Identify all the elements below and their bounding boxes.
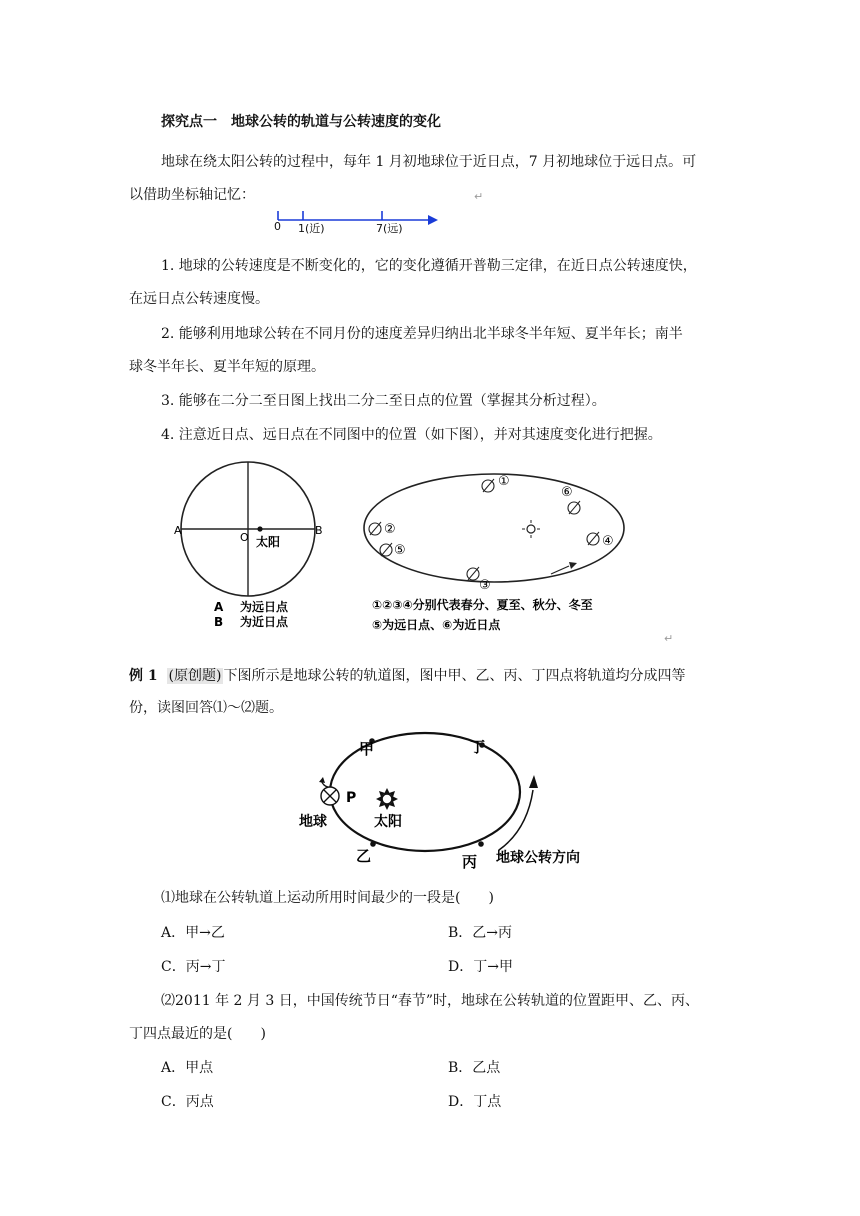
q2-option-b: B．乙点 bbox=[448, 1060, 501, 1076]
month-axis bbox=[270, 204, 442, 240]
earth-globe-3 bbox=[467, 567, 479, 580]
ellipse-caption-1: ①②③④分别代表春分、夏至、秋分、冬至 bbox=[372, 598, 593, 612]
sun-icon bbox=[376, 788, 398, 810]
q1-option-d: D．丁→甲 bbox=[448, 959, 513, 975]
sun-icon bbox=[522, 520, 540, 538]
point-2-line-1: 2. 能够利用地球公转在不同月份的速度差异归纳出北半球冬半年短、夏半年长；南半 bbox=[161, 326, 683, 342]
earth-globe-6 bbox=[568, 501, 580, 514]
marker-1: ① bbox=[498, 474, 510, 489]
point-2-line-2: 球冬半年长、夏半年短的原理。 bbox=[129, 359, 325, 375]
label-earth: 地球 bbox=[299, 814, 327, 830]
earth-globe-5 bbox=[380, 543, 392, 556]
example-1-line-1 bbox=[129, 666, 685, 686]
return-mark: ↵ bbox=[474, 190, 484, 203]
example-stem-1: 下图所示是地球公转的轨道图，图中甲、乙、丙、丁四点将轨道均分成四等 bbox=[223, 668, 686, 684]
earth-globe-4 bbox=[587, 532, 599, 545]
legend-a-key: A bbox=[214, 600, 224, 614]
example-label: 例 1 bbox=[129, 668, 158, 684]
q2-option-c: C．丙点 bbox=[161, 1094, 214, 1110]
point-4: 4. 注意近日点、远日点在不同图中的位置（如下图），并对其速度变化进行把握。 bbox=[161, 427, 662, 443]
q1-option-b: B．乙→丙 bbox=[448, 925, 513, 941]
legend-b-key: B bbox=[214, 615, 224, 629]
circle-orbit-diagram bbox=[170, 458, 340, 638]
question-2-stem-1: ⑵2011 年 2 月 3 日，中国传统节日“春节”时，地球在公转轨道的位置距甲、乙、丙、 bbox=[161, 993, 700, 1009]
q2-option-a: A．甲点 bbox=[161, 1060, 214, 1076]
ellipse-caption-2: ⑤为远日点、⑥为近日点 bbox=[372, 618, 501, 632]
label-p: P bbox=[346, 790, 357, 806]
sun-label: 太阳 bbox=[256, 535, 281, 549]
label-jia: 甲 bbox=[359, 740, 375, 758]
earth-globe-2 bbox=[369, 522, 381, 535]
return-mark: ↵ bbox=[664, 632, 674, 645]
marker-3: ③ bbox=[479, 578, 491, 593]
q1-option-c: C．丙→丁 bbox=[161, 959, 226, 975]
question-2-stem-2: 丁四点最近的是( ) bbox=[129, 1026, 266, 1042]
axis-label-jul: 7(远) bbox=[376, 222, 403, 235]
point-b-label: B bbox=[315, 524, 323, 537]
marker-6: ⑥ bbox=[561, 485, 573, 500]
point-a-label: A bbox=[174, 524, 182, 537]
marker-2: ② bbox=[384, 522, 396, 537]
point-3: 3. 能够在二分二至日图上找出二分二至日点的位置（掌握其分析过程）。 bbox=[161, 393, 606, 409]
example-orbit-diagram bbox=[295, 730, 605, 870]
example-source: (原创题) bbox=[168, 668, 222, 684]
label-ding: 丁 bbox=[470, 738, 486, 756]
earth-icon bbox=[319, 777, 339, 805]
legend-b-text: 为近日点 bbox=[240, 615, 289, 629]
point-1-line-2: 在远日点公转速度慢。 bbox=[129, 291, 269, 307]
q2-option-d: D．丁点 bbox=[448, 1094, 502, 1110]
earth-globe-1 bbox=[482, 479, 494, 492]
q1-option-a: A．甲→乙 bbox=[161, 925, 225, 941]
axis-label-jan: 1(近) bbox=[298, 222, 325, 235]
label-yi: 乙 bbox=[356, 847, 372, 865]
intro-line-2: 以借助坐标轴记忆： bbox=[129, 187, 255, 203]
label-sun: 太阳 bbox=[374, 814, 402, 830]
axis-label-origin: 0 bbox=[274, 220, 281, 233]
label-direction: 地球公转方向 bbox=[496, 850, 580, 866]
marker-4: ④ bbox=[602, 534, 614, 549]
example-stem-2: 份，读图回答⑴～⑵题。 bbox=[129, 700, 283, 716]
ellipse-orbit-diagram bbox=[355, 462, 665, 642]
center-label: O bbox=[240, 531, 249, 544]
marker-5: ⑤ bbox=[394, 543, 406, 558]
section-title: 探究点一 地球公转的轨道与公转速度的变化 bbox=[161, 114, 441, 130]
intro-line-1: 地球在绕太阳公转的过程中，每年 1 月初地球位于近日点，7 月初地球位于远日点。可 bbox=[161, 154, 697, 170]
legend-a-text: 为远日点 bbox=[240, 600, 289, 614]
label-bing: 丙 bbox=[462, 853, 478, 870]
question-1-stem: ⑴地球在公转轨道上运动所用时间最少的一段是( ) bbox=[161, 890, 494, 906]
point-1-line-1: 1. 地球的公转速度是不断变化的，它的变化遵循开普勒三定律，在近日点公转速度快， bbox=[161, 258, 697, 274]
